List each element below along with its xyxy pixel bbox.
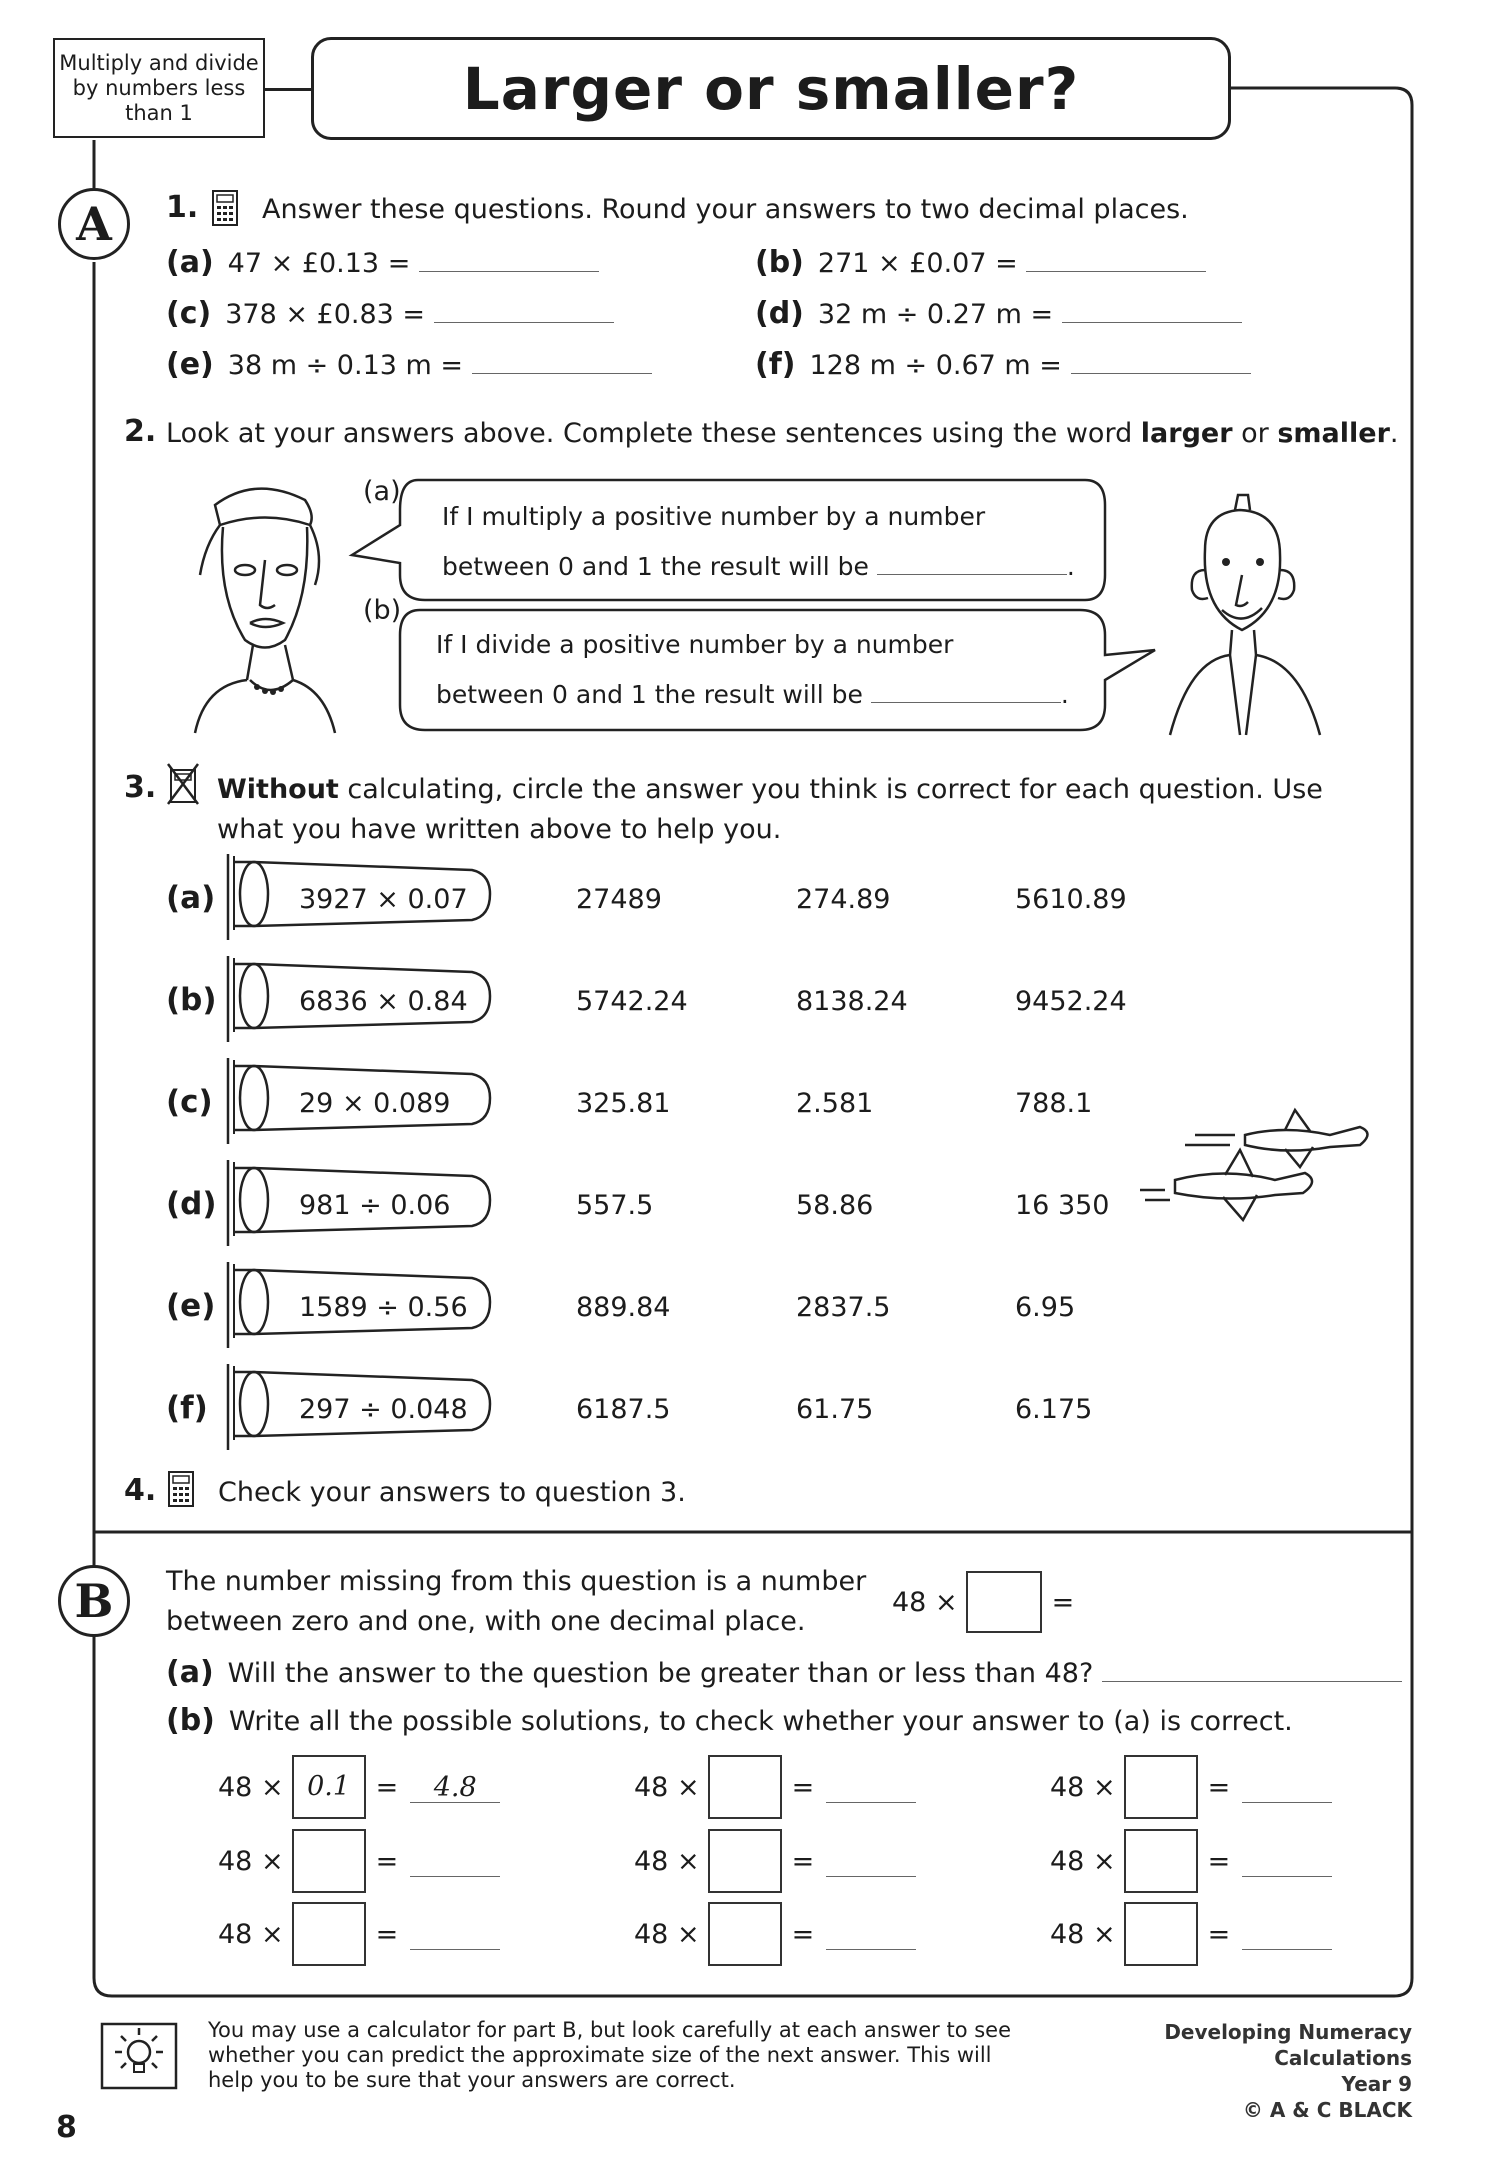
solution-equals: =	[791, 1845, 815, 1877]
q3-answer-option[interactable]: 8138.24	[796, 986, 908, 1017]
bubble-b-text: If I divide a positive number by a number between 0 and 1 the result will be .	[436, 630, 1069, 709]
bubble-b-answer-line[interactable]	[871, 702, 1061, 703]
q3-row-label: (d)	[166, 1186, 217, 1222]
calculator-icon	[168, 1471, 194, 1511]
q3-answer-option[interactable]: 6187.5	[576, 1394, 671, 1425]
page-title: Larger or smaller?	[462, 54, 1080, 123]
solution-result-line[interactable]	[410, 1846, 500, 1877]
solution-row	[218, 1829, 500, 1893]
q1-item-b: (b) 271 × £0.07 =	[755, 245, 1206, 280]
q2-number: 2.	[124, 414, 157, 449]
solution-equals: =	[375, 1845, 399, 1877]
bubble-a-label: (a)	[363, 476, 401, 507]
section-a-letter: A	[76, 197, 112, 251]
q3-row-label: (b)	[166, 982, 217, 1018]
solution-equals: =	[791, 1918, 815, 1950]
solution-row	[634, 1755, 916, 1819]
solution-result-line[interactable]: 4.8	[410, 1772, 500, 1803]
q3-expression: 1589 ÷ 0.56	[299, 1292, 468, 1323]
solution-prefix: 48 ×	[218, 1845, 284, 1877]
planes-illustration	[1135, 1105, 1395, 1235]
answer-line[interactable]	[1071, 373, 1251, 374]
solution-result-line[interactable]	[826, 1846, 916, 1877]
solution-equals: =	[1207, 1845, 1231, 1877]
q4-number: 4.	[124, 1473, 157, 1508]
solution-equals: =	[1207, 1918, 1231, 1950]
q3-expression: 981 ÷ 0.06	[299, 1190, 451, 1221]
q3-answer-option[interactable]: 788.1	[1015, 1088, 1093, 1119]
q3-number: 3.	[124, 770, 157, 805]
missing-number-box[interactable]	[966, 1571, 1042, 1633]
q3-row	[166, 868, 1266, 938]
solution-prefix: 48 ×	[1050, 1918, 1116, 1950]
solution-input-box[interactable]	[708, 1829, 782, 1893]
solution-result-line[interactable]	[1242, 1772, 1332, 1803]
solution-row	[1050, 1902, 1332, 1966]
q1-item-a: (a) 47 × £0.13 =	[166, 245, 599, 280]
q1-item-d: (d) 32 m ÷ 0.27 m =	[755, 296, 1242, 331]
answer-line[interactable]	[434, 322, 614, 323]
q1-number: 1.	[166, 190, 199, 225]
q3-answer-option[interactable]: 58.86	[796, 1190, 874, 1221]
q3-row-label: (a)	[166, 880, 216, 916]
footer-credit: Developing Numeracy Calculations Year 9 © A & C BLACK	[1164, 2020, 1412, 2122]
solution-input-box[interactable]	[708, 1755, 782, 1819]
q3-expression: 29 × 0.089	[299, 1088, 451, 1119]
solution-input-box[interactable]	[1124, 1902, 1198, 1966]
solution-result-line[interactable]	[826, 1919, 916, 1950]
q1-item-e: (e) 38 m ÷ 0.13 m =	[166, 347, 652, 382]
bubble-a-text: If I multiply a positive number by a number between 0 and 1 the result will be .	[442, 502, 1075, 581]
q4-instruction: Check your answers to question 3.	[218, 1477, 686, 1508]
solution-result-line[interactable]	[1242, 1846, 1332, 1877]
q3-answer-option[interactable]: 16 350	[1015, 1190, 1110, 1221]
q3-answer-option[interactable]: 889.84	[576, 1292, 671, 1323]
q3-answer-option[interactable]: 2.581	[796, 1088, 874, 1119]
q3-row-label: (f)	[166, 1390, 208, 1426]
q3-answer-option[interactable]: 5742.24	[576, 986, 688, 1017]
solution-prefix: 48 ×	[218, 1771, 284, 1803]
solution-input-box[interactable]	[292, 1902, 366, 1966]
solution-row	[634, 1829, 916, 1893]
q3-answer-option[interactable]: 274.89	[796, 884, 891, 915]
solution-row	[1050, 1755, 1332, 1819]
q3-row	[166, 1072, 1266, 1142]
q3-answer-option[interactable]: 27489	[576, 884, 662, 915]
solution-prefix: 48 ×	[1050, 1771, 1116, 1803]
footer-tip: You may use a calculator for part B, but look carefully at each answer to see whether you can predict the approximate size of the next answer. This will help you to be sure that your answers are correct.	[208, 2018, 1011, 2092]
solution-prefix: 48 ×	[634, 1845, 700, 1877]
boy-illustration	[1160, 490, 1330, 740]
q3-answer-option[interactable]: 325.81	[576, 1088, 671, 1119]
q3-answer-option[interactable]: 5610.89	[1015, 884, 1127, 915]
q3-answer-option[interactable]: 9452.24	[1015, 986, 1127, 1017]
qa-answer-line[interactable]	[1102, 1681, 1402, 1682]
bubble-b-label: (b)	[363, 595, 402, 626]
solution-row	[1050, 1829, 1332, 1893]
solution-prefix: 48 ×	[218, 1918, 284, 1950]
q1-item-f: (f) 128 m ÷ 0.67 m =	[755, 347, 1251, 382]
q3-answer-option[interactable]: 6.95	[1015, 1292, 1076, 1323]
q1-item-c: (c) 378 × £0.83 =	[166, 296, 614, 331]
q3-row-label: (c)	[166, 1084, 213, 1120]
section-b-intro: The number missing from this question is a number between zero and one, with one decimal place.	[166, 1566, 867, 1637]
solution-input-box[interactable]: 0.1	[292, 1755, 366, 1819]
solution-equals: =	[375, 1771, 399, 1803]
solution-equals: =	[791, 1771, 815, 1803]
lightbulb-icon	[100, 2022, 178, 2094]
solution-input-box[interactable]	[292, 1829, 366, 1893]
answer-line[interactable]	[472, 373, 652, 374]
bubble-a-answer-line[interactable]	[877, 574, 1067, 575]
q3-expression: 3927 × 0.07	[299, 884, 468, 915]
q3-answer-option[interactable]: 61.75	[796, 1394, 874, 1425]
q3-row	[166, 1276, 1266, 1346]
solution-prefix: 48 ×	[1050, 1845, 1116, 1877]
solution-prefix: 48 ×	[634, 1918, 700, 1950]
section-a-badge	[58, 188, 130, 260]
q3-row	[166, 1174, 1266, 1244]
solution-input-box[interactable]	[1124, 1829, 1198, 1893]
section-b-equation: 48 × =	[892, 1571, 1074, 1633]
solution-equals: =	[1207, 1771, 1231, 1803]
q3-answer-option[interactable]: 6.175	[1015, 1394, 1093, 1425]
q1-instruction: Answer these questions. Round your answers to two decimal places.	[262, 194, 1189, 225]
q3-row	[166, 1378, 1266, 1448]
q2-instruction: Look at your answers above. Complete these sentences using the word larger or smaller.	[166, 418, 1399, 449]
section-b-qb: (b) Write all the possible solutions, to check whether your answer to (a) is correct.	[166, 1703, 1293, 1738]
q3-row-label: (e)	[166, 1288, 216, 1324]
woman-illustration	[175, 465, 345, 735]
solution-prefix: 48 ×	[634, 1771, 700, 1803]
topic-tag-text: Multiply and divide by numbers less than 1	[59, 51, 259, 125]
q3-answer-option[interactable]: 2837.5	[796, 1292, 891, 1323]
section-b-qa: (a) Will the answer to the question be greater than or less than 48?	[166, 1655, 1402, 1690]
q3-instruction: Without calculating, circle the answer you think is correct for each question. Use what you have written above to help you.	[217, 774, 1323, 845]
solution-input-box[interactable]	[1124, 1755, 1198, 1819]
q3-row	[166, 970, 1266, 1040]
solution-row	[218, 1755, 500, 1819]
section-b-badge	[58, 1565, 130, 1637]
no-calculator-icon	[166, 762, 200, 810]
page-number: 8	[56, 2110, 77, 2145]
answer-line[interactable]	[419, 271, 599, 272]
section-b-letter: B	[74, 1574, 114, 1628]
solution-result-line[interactable]	[1242, 1919, 1332, 1950]
solution-row	[634, 1902, 916, 1966]
solution-result-line[interactable]	[410, 1919, 500, 1950]
answer-line[interactable]	[1026, 271, 1206, 272]
q3-expression: 6836 × 0.84	[299, 986, 468, 1017]
calculator-icon	[212, 190, 238, 230]
answer-line[interactable]	[1062, 322, 1242, 323]
q3-expression: 297 ÷ 0.048	[299, 1394, 468, 1425]
solution-row	[218, 1902, 500, 1966]
q3-answer-option[interactable]: 557.5	[576, 1190, 654, 1221]
solution-result-line[interactable]	[826, 1772, 916, 1803]
solution-equals: =	[375, 1918, 399, 1950]
solution-input-box[interactable]	[708, 1902, 782, 1966]
